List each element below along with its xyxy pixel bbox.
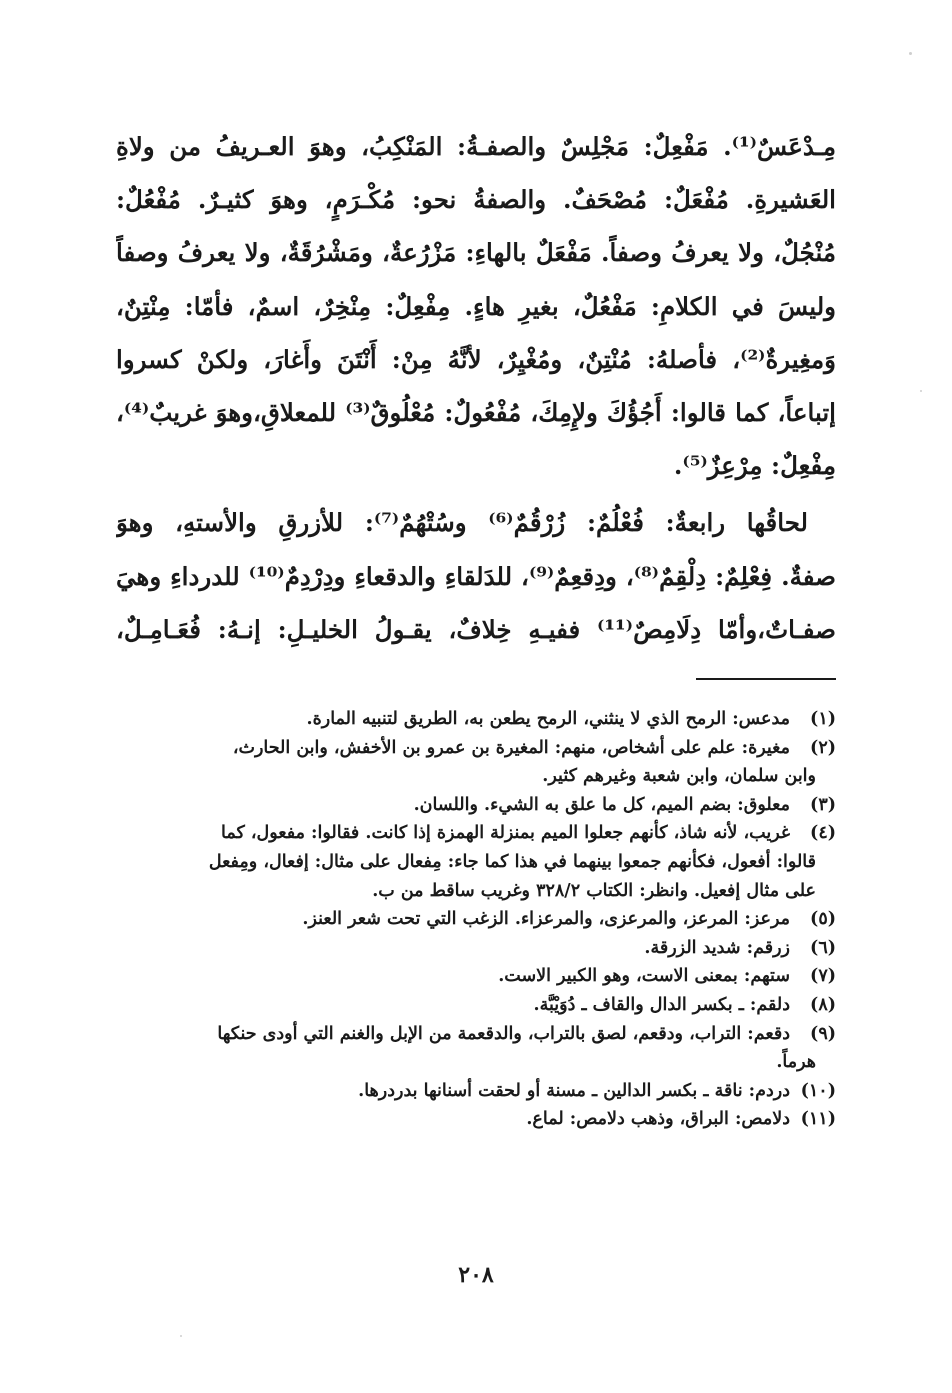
footnote-text: غريب، لأنه شاذ، كأنهم جعلوا الميم بمنزلة الهمزة إذا كانت. فقالوا: مفعول، كما (221, 823, 790, 844)
footnote-number: (١١) (800, 1109, 836, 1130)
footnote-1 (116, 705, 836, 734)
footnote-text: ستهم: بمعنى الاست، وهو الكبير الاست. (498, 966, 790, 987)
scan-speck (180, 1335, 182, 1337)
text-line: وَمغِيرةٌ⁽²⁾، فأصلهُ: مُنْتِنٌ، ومُغْيِرٌ، لأنَّهُ مِنْ: أَنْتَنَ وأَغارَ، ولكنْ كسروا (116, 344, 836, 374)
footnote-3 (116, 791, 836, 820)
text-line: وليسَ في الكلامِ: مَفْعُلٌ، بغيرِ هاءٍ. مِفْعِلٌ: مِنْخِرٌ، اسمٌ، فأمّا: مِنْتِنٌ، (116, 291, 836, 321)
footnote-2 (116, 734, 836, 791)
footnote-number: (٥) (810, 909, 836, 930)
text-line: مِفْعِلٌ: مِرْعِزٌ⁽⁵⁾. (673, 451, 836, 481)
text-line: مِـدْعَسٌ⁽¹⁾. مَفْعِلٌ: مَجْلِسٌ والصفـةُ: المَنْكِبُ، وهوَ العـريفُ من ولاةِ (116, 132, 836, 161)
footnote-7 (116, 962, 836, 991)
footnote-text: زرقم: شديد الزرقة. (644, 937, 790, 958)
footnote-number: (٣) (810, 794, 836, 815)
footnote-text: على مثال إفعيل. وانظر: الكتاب ٣٢٨/٢ وغريب ساقط من ب. (372, 880, 816, 901)
footnotes (116, 705, 836, 1134)
scan-speck (920, 390, 922, 392)
paragraph-2 (116, 496, 836, 656)
footnote-number: (٩) (810, 1023, 836, 1044)
footnote-number: (٤) (810, 823, 836, 844)
footnote-text: مدعس: الرمح الذي لا ينثني، الرمح يطعن به، الطريق لتنبيه المارة. (306, 709, 790, 729)
footnote-4 (116, 819, 836, 905)
footnote-number: (٧) (810, 966, 836, 987)
footnote-text: مغيرة: علم على أشخاص، منهم: المغيرة بن عمرو بن الأخفش، وابن الحارث، (232, 737, 790, 758)
text-line: لحاقُها رابعةٌ: فُعْلُمٌ: زُرْقُمٌ⁽⁶⁾ وسُتْهُمٌ⁽⁷⁾: للأزرقِ والأستهِ، وهوَ (116, 508, 808, 538)
footnote-text: دلامص: البراق، وذهب دلامص: لماع. (526, 1109, 790, 1130)
scan-speck (909, 52, 912, 55)
text-line: إتباعاً، كما قالوا: أَجُؤُكَ ولإِمِكَ، مُفْعُولٌ: مُعْلُوقٌ⁽³⁾ للمعلاقِ،وهوَ غريبٌ⁽⁴⁾، (116, 398, 836, 428)
footnote-5 (116, 905, 836, 934)
page-number: ٢٠٨ (458, 1262, 494, 1288)
footnote-text: مرعز: المرعز، والمرعزى، والمرعزاء. الزغب التي تحت شعر العنز. (302, 909, 790, 930)
footnote-text: دلقم: ـ بكسر الدال والقاف ـ دُوَيْبَّة. (533, 994, 790, 1015)
footnote-11 (116, 1105, 836, 1134)
main-text (116, 120, 836, 656)
footnote-number: (١) (810, 709, 836, 729)
footnote-9 (116, 1020, 836, 1077)
text-line: صفـاتٌ،وأمّا دِلَامِصٌ⁽¹¹⁾ ففيـهِ خِلافٌ، يقـولُ الخليـلِ: إنـهُ: فُعَـامِـلٌ، (116, 614, 836, 644)
footnote-text: دقعم: التراب، ودقعم، لصق بالتراب، والدقعمة من الإبل والغنم التي أودى حنكها (217, 1023, 790, 1044)
paragraph-1 (116, 120, 836, 492)
footnote-text: دردم: ناقة ـ بكسر الدالين ـ مسنة أو لحقت أسنانها بدردرها. (358, 1080, 790, 1101)
footnote-6 (116, 934, 836, 963)
footnote-text: هرماً. (776, 1052, 816, 1073)
footnote-number: (٢) (810, 737, 836, 758)
footnote-separator (696, 678, 836, 680)
footnote-10 (116, 1077, 836, 1106)
text-line: صفةٌ. فِعْلِمٌ: دِلْقِمٌ⁽⁸⁾، ودِقعِمٌ⁽⁹⁾، للدَلقاءِ والدقعاءِ ودِرْدِمٌ⁽¹⁰⁾ للدرداءِ وهيَ (116, 561, 836, 591)
text-line: العَشيرةِ. مُفْعَلٌ: مُصْحَفٌ. والصفةُ نحو: مُكْـرَمٍ، وهوَ كثيـرٌ. مُفْعُلٌ: (116, 185, 836, 215)
text-line: مُنْجُلٌ، ولا يعرفُ وصفاً. مَفْعَلٌ بالهاءِ: مَزْرُعةٌ، ومَشْرُقَةٌ، ولا يعرفُ وصفاً (116, 238, 836, 268)
footnote-number: (٨) (810, 994, 836, 1015)
footnote-text: وابن سلمان، وابن شعبة وغيرهم كثير. (542, 766, 816, 787)
footnote-number: (٦) (810, 937, 836, 958)
footnote-text: معلوق: بضم الميم، كل ما علق به الشيء. واللسان. (413, 794, 790, 815)
footnote-number: (١٠) (800, 1080, 836, 1101)
footnote-8 (116, 991, 836, 1020)
footnote-text: قالوا: أفعول، فكأنهم جمعوا بينهما في هذا كما جاء: مِفعال على مثال: إفعال، ومِفعل (208, 851, 816, 872)
